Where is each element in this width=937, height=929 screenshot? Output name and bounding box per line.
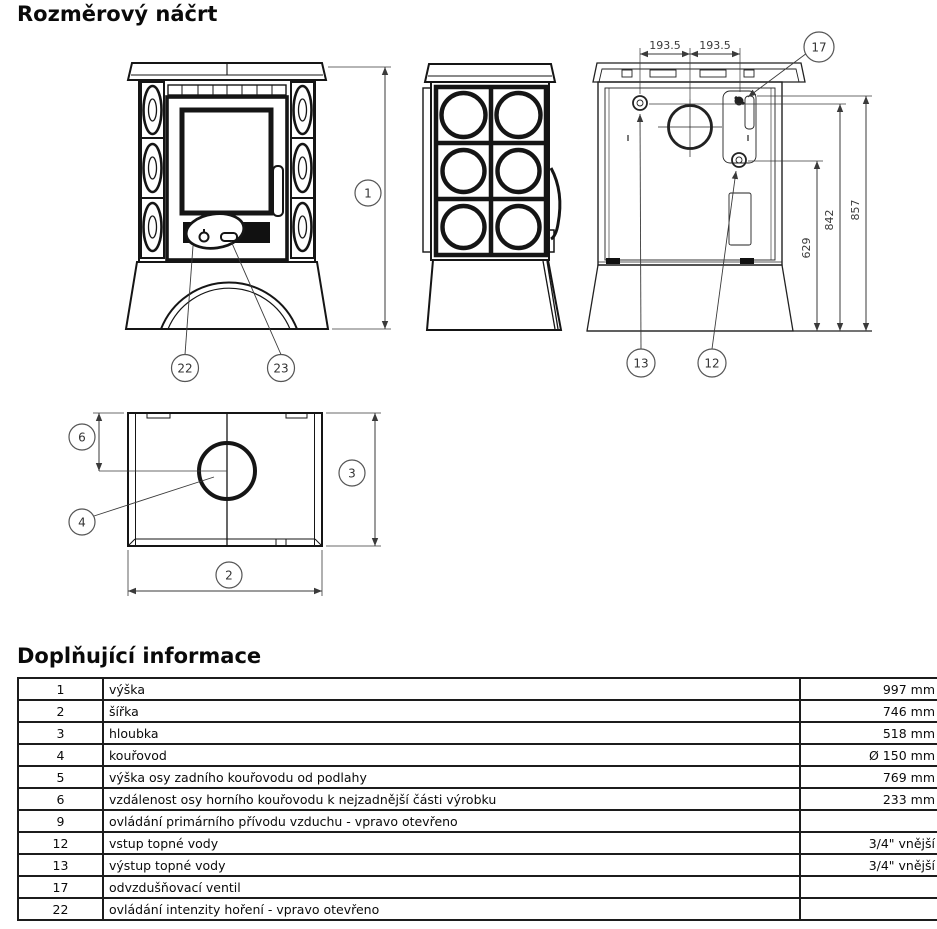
row-label: ovládání intenzity hoření - vpravo otevřeno [103, 898, 800, 920]
row-number: 6 [18, 788, 103, 810]
balloon-17-label: 17 [811, 40, 827, 55]
dim-193-5-right: 193.5 [699, 39, 731, 52]
table-row [18, 898, 937, 920]
table-row [18, 766, 937, 788]
row-number: 9 [18, 810, 103, 832]
row-number: 17 [18, 876, 103, 898]
row-value: 518 mm [800, 722, 937, 744]
section-title: Doplňující informace [17, 644, 262, 668]
table-row [18, 722, 937, 744]
row-value [800, 810, 937, 832]
table-row [18, 854, 937, 876]
balloon-4-label: 4 [78, 515, 86, 530]
row-number: 1 [18, 678, 103, 700]
row-label: výška osy zadního kouřovodu od podlahy [103, 766, 800, 788]
row-number: 5 [18, 766, 103, 788]
balloon-1-label: 1 [364, 186, 372, 201]
row-label: vstup topné vody [103, 832, 800, 854]
table-row [18, 832, 937, 854]
balloon-12-label: 12 [704, 356, 720, 371]
front-view-drawing [126, 63, 328, 329]
row-number: 13 [18, 854, 103, 876]
table-row [18, 810, 937, 832]
balloon-13-label: 13 [633, 356, 649, 371]
table-row [18, 700, 937, 722]
table-row [18, 788, 937, 810]
balloon-6-label: 6 [78, 430, 86, 445]
balloon-3-label: 3 [348, 466, 356, 481]
row-value: 233 mm [800, 788, 937, 810]
dimensional-drawing [0, 30, 937, 642]
row-value [800, 898, 937, 920]
top-view-drawing [128, 413, 322, 546]
row-value [800, 876, 937, 898]
rear-view-drawing [587, 63, 872, 331]
row-label: ovládání primárního přívodu vzduchu - vpravo otevřeno [103, 810, 800, 832]
dim-857: 857 [849, 199, 862, 221]
row-number: 22 [18, 898, 103, 920]
row-label: vzdálenost osy horního kouřovodu k nejzadnější části výrobku [103, 788, 800, 810]
info-table [17, 677, 937, 921]
row-number: 2 [18, 700, 103, 722]
row-value: 3/4" vnější [800, 854, 937, 876]
row-label: výstup topné vody [103, 854, 800, 876]
top-view-dimensions [69, 413, 381, 596]
row-value: Ø 150 mm [800, 744, 937, 766]
rear-view-dimensions [627, 32, 872, 377]
balloon-2-label: 2 [225, 568, 233, 583]
dim-842: 842 [823, 209, 836, 231]
row-number: 3 [18, 722, 103, 744]
row-value: 746 mm [800, 700, 937, 722]
table-row [18, 876, 937, 898]
dim-629: 629 [800, 237, 813, 259]
side-view-drawing [423, 64, 561, 330]
row-number: 12 [18, 832, 103, 854]
table-row [18, 678, 937, 700]
row-value: 997 mm [800, 678, 937, 700]
row-label: výška [103, 678, 800, 700]
page-title: Rozměrový náčrt [17, 2, 218, 26]
row-label: šířka [103, 700, 800, 722]
balloon-23-label: 23 [273, 361, 289, 376]
dim-193-5-left: 193.5 [649, 39, 681, 52]
table-row [18, 744, 937, 766]
row-label: odvzdušňovací ventil [103, 876, 800, 898]
row-value: 769 mm [800, 766, 937, 788]
balloon-22-label: 22 [177, 361, 193, 376]
row-value: 3/4" vnější [800, 832, 937, 854]
row-label: kouřovod [103, 744, 800, 766]
row-number: 4 [18, 744, 103, 766]
row-label: hloubka [103, 722, 800, 744]
